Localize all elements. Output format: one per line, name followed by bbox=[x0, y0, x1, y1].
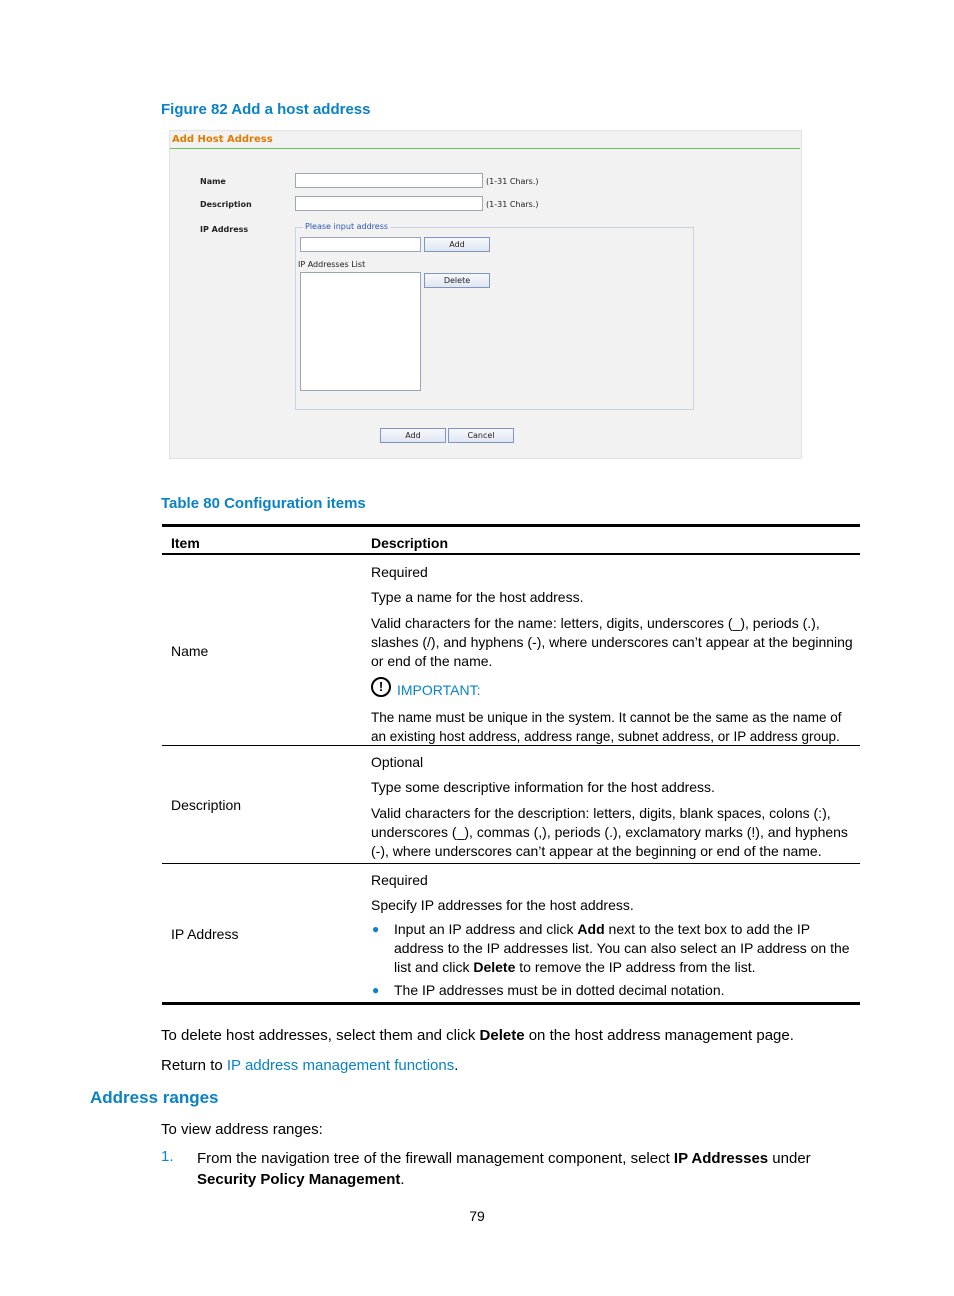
cancel-button[interactable]: Cancel bbox=[448, 428, 514, 443]
column-header-item: Item bbox=[171, 535, 200, 551]
row-description-desc: Type some descriptive information for the host address. bbox=[371, 779, 715, 795]
ip-addresses-list[interactable] bbox=[300, 272, 421, 391]
delete-instructions: To delete host addresses, select them and click Delete on the host address management page. bbox=[161, 1027, 794, 1044]
delete-ip-button[interactable]: Delete bbox=[424, 273, 490, 288]
important-text: The name must be unique in the system. It cannot be the same as the name of an existing host address, address range, subnet address, or IP address group. bbox=[371, 710, 842, 744]
row-name-item: Name bbox=[171, 643, 209, 659]
bullet-icon: ● bbox=[372, 922, 380, 936]
important-icon: ! bbox=[371, 677, 391, 697]
ip-fieldset-legend: Please input address bbox=[305, 222, 389, 231]
table-top-rule bbox=[162, 524, 860, 527]
ip-list-label: IP Addresses List bbox=[298, 260, 366, 269]
row-name-desc: Type a name for the host address. bbox=[371, 589, 584, 605]
row-name-valid-chars: Valid characters for the name: letters, digits, underscores (_), periods (.), slashes (/), and hyphens (-), where underscores can’t appear at the beginning or end of the name. bbox=[371, 615, 853, 669]
row-description-valid-chars: Valid characters for the description: letters, digits, blank spaces, colons (:), underscores (_), commas (,), periods (.), exclamatory marks (!), and hyphens (-), where underscores can’t appear at the beginning or end of the name. bbox=[371, 805, 848, 859]
return-paragraph: Return to IP address management functions. bbox=[161, 1057, 459, 1074]
section-heading: Address ranges bbox=[90, 1088, 219, 1107]
table-caption: Table 80 Configuration items bbox=[161, 495, 366, 512]
step-number: 1. bbox=[161, 1148, 174, 1165]
row-ip-bullet-2: The IP addresses must be in dotted decimal notation. bbox=[394, 982, 725, 998]
important-label: IMPORTANT: bbox=[397, 682, 481, 698]
ip-address-label: IP Address bbox=[200, 225, 249, 234]
row-ip-desc: Specify IP addresses for the host address. bbox=[371, 897, 634, 913]
description-hint: (1-31 Chars.) bbox=[486, 200, 539, 209]
row-ip-required: Required bbox=[371, 872, 428, 888]
row-description-item: Description bbox=[171, 797, 242, 813]
form-title: Add Host Address bbox=[172, 134, 273, 145]
intro-text: To view address ranges: bbox=[161, 1121, 323, 1138]
ip-management-link[interactable]: IP address management functions bbox=[226, 1057, 455, 1074]
add-ip-button[interactable]: Add bbox=[424, 237, 490, 252]
name-label: Name bbox=[200, 177, 226, 186]
title-divider bbox=[170, 148, 800, 149]
row-divider bbox=[162, 745, 860, 746]
column-header-description: Description bbox=[371, 535, 449, 551]
table-header-rule bbox=[162, 553, 860, 555]
step-1-text: From the navigation tree of the firewall management component, select IP Addresses under Security Policy Management. bbox=[197, 1150, 811, 1188]
table-bottom-rule bbox=[162, 1002, 860, 1005]
add-button[interactable]: Add bbox=[380, 428, 446, 443]
add-host-address-figure bbox=[169, 130, 802, 459]
name-input[interactable] bbox=[295, 173, 483, 188]
description-label: Description bbox=[200, 200, 252, 209]
description-input[interactable] bbox=[295, 196, 483, 211]
name-hint: (1-31 Chars.) bbox=[486, 177, 539, 186]
row-ip-item: IP Address bbox=[171, 926, 239, 942]
figure-caption: Figure 82 Add a host address bbox=[161, 101, 371, 118]
row-name-required: Required bbox=[371, 564, 428, 580]
bullet-icon: ● bbox=[372, 983, 380, 997]
page-number: 79 bbox=[469, 1208, 485, 1224]
row-description-optional: Optional bbox=[371, 754, 424, 770]
ip-address-input[interactable] bbox=[300, 237, 421, 252]
row-ip-bullet-1: Input an IP address and click Add next to the text box to add the IP address to the IP addresses list. You can also select an IP address on the list and click Delete to remove the IP address from the list. bbox=[394, 921, 850, 975]
row-divider bbox=[162, 863, 860, 864]
